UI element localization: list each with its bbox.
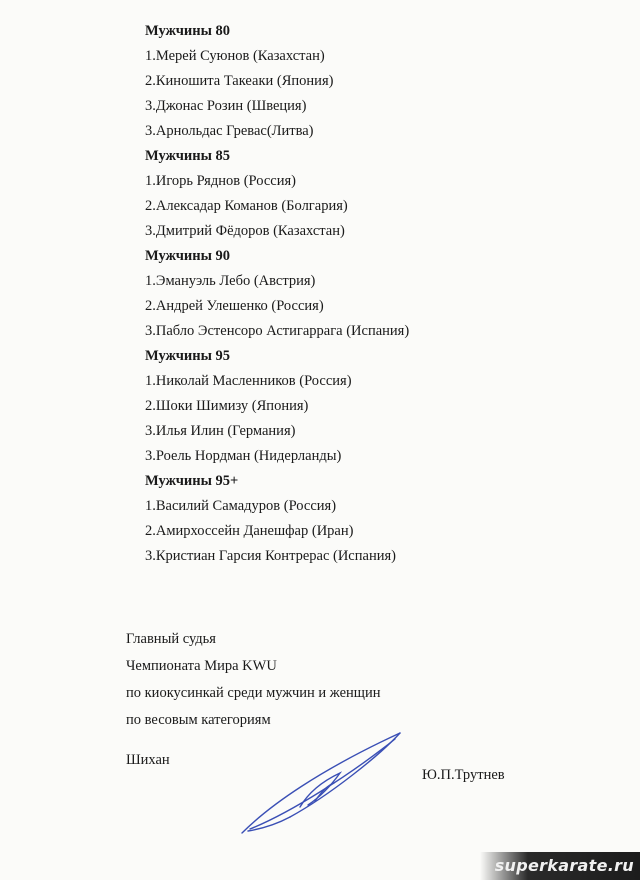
judge-title: Шихан xyxy=(126,752,170,768)
judge-name: Ю.П.Трутнев xyxy=(422,767,505,783)
result-entry: 1.Мерей Суюнов (Казахстан) xyxy=(145,48,325,64)
result-entry: 3.Джонас Розин (Швеция) xyxy=(145,98,307,114)
judge-credential-line: по киокусинкай среди мужчин и женщин xyxy=(126,685,381,701)
judge-credential-line: по весовым категориям xyxy=(126,712,271,728)
judge-credential-line: Чемпионата Мира KWU xyxy=(126,658,277,674)
result-entry: 2.Алексадар Команов (Болгария) xyxy=(145,198,348,214)
category-heading: Мужчины 90 xyxy=(145,248,231,264)
result-entry: 2.Киношита Такеаки (Япония) xyxy=(145,73,334,89)
result-entry: 1.Василий Самадуров (Россия) xyxy=(145,498,337,514)
category-heading: Мужчины 95+ xyxy=(145,473,239,489)
category-heading: Мужчины 95 xyxy=(145,348,231,364)
result-entry: 1.Игорь Ряднов (Россия) xyxy=(145,173,296,189)
judge-credential-line: Главный судья xyxy=(126,631,216,647)
result-entry: 1.Николай Масленников (Россия) xyxy=(145,373,352,389)
category-heading: Мужчины 85 xyxy=(145,148,231,164)
result-entry: 3.Кристиан Гарсия Контрерас (Испания) xyxy=(145,548,396,564)
result-entry: 3.Роель Нордман (Нидерланды) xyxy=(145,448,342,464)
result-entry: 3.Илья Илин (Германия) xyxy=(145,423,296,439)
result-entry: 3.Арнольдас Гревас(Литва) xyxy=(145,123,314,139)
signature-icon xyxy=(230,725,410,840)
result-entry: 2.Шоки Шимизу (Япония) xyxy=(145,398,309,414)
result-entry: 2.Амирхоссейн Данешфар (Иран) xyxy=(145,523,354,539)
results-list xyxy=(145,19,615,569)
result-entry: 2.Андрей Улешенко (Россия) xyxy=(145,298,324,314)
result-entry: 3.Дмитрий Фёдоров (Казахстан) xyxy=(145,223,345,239)
category-heading: Мужчины 80 xyxy=(145,23,231,39)
result-entry: 3.Пабло Эстенсоро Астигаррага (Испания) xyxy=(145,323,410,339)
result-entry: 1.Эмануэль Лебо (Австрия) xyxy=(145,273,316,289)
judge-block xyxy=(126,626,526,734)
site-watermark: superkarate.ru xyxy=(480,852,640,880)
